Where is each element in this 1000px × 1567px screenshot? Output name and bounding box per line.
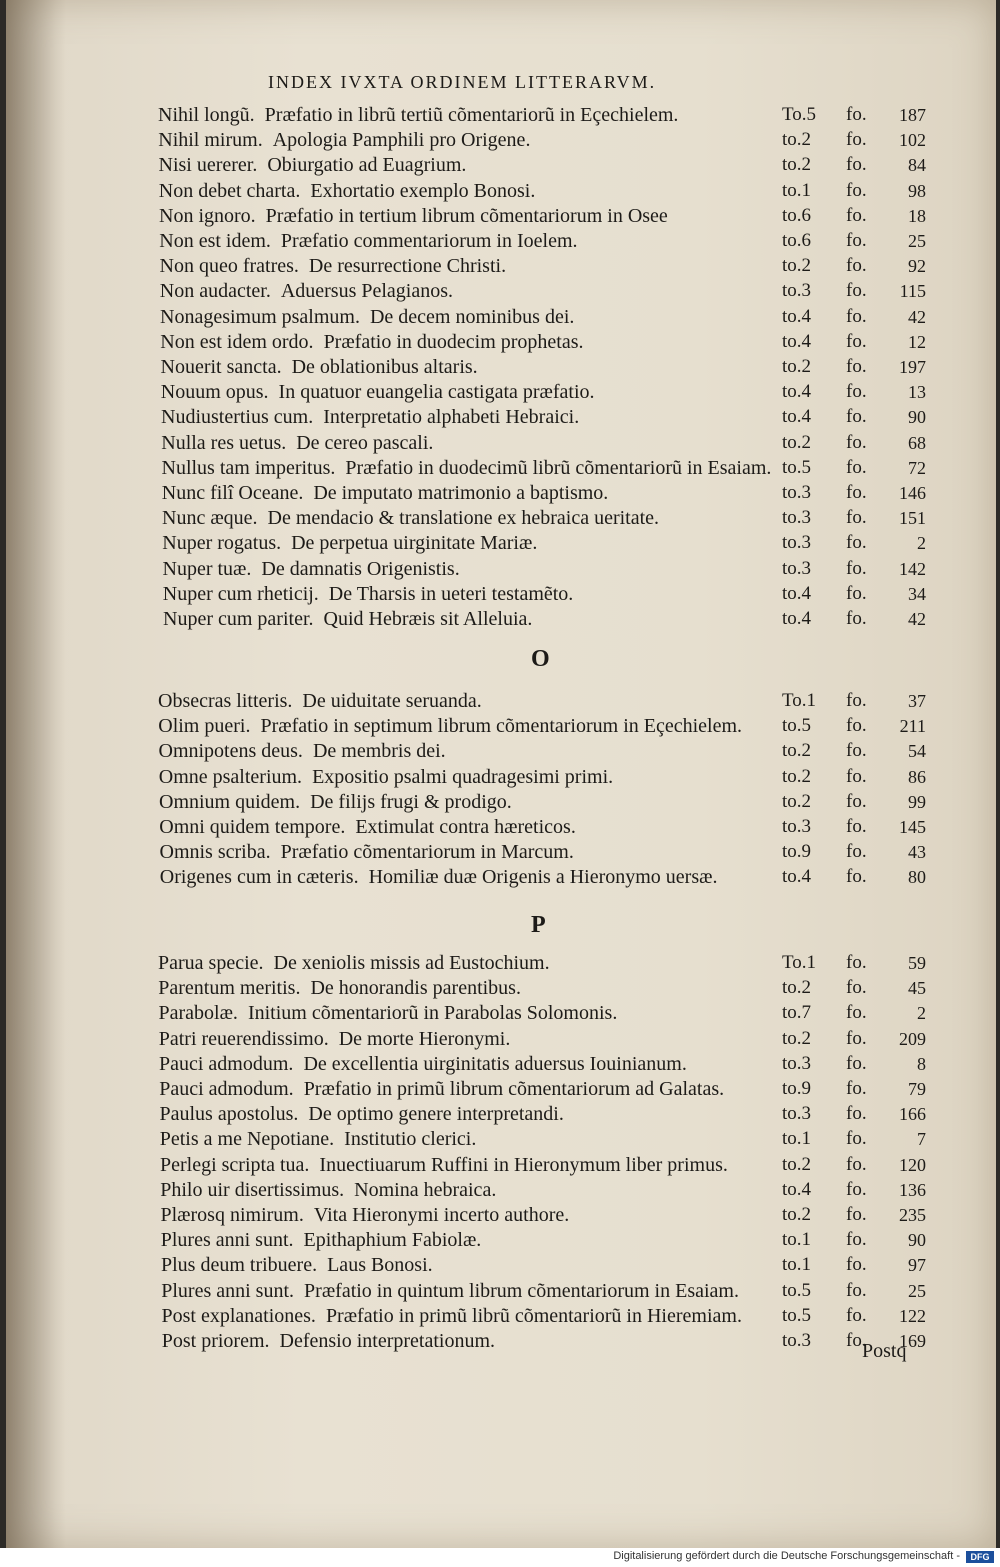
entry-folio-label: fo.: [846, 952, 867, 973]
entry-incipit: Philo uir disertissimus.: [160, 1178, 345, 1201]
entry-title: Expositio psalmi quadragesimi primi.: [312, 765, 614, 788]
entry-volume: to.4: [782, 866, 812, 888]
entry-incipit: Omni quidem tempore.: [159, 816, 346, 838]
entry-volume: to.5: [782, 456, 812, 478]
entry-title: Obiurgatio ad Euagrium.: [267, 154, 467, 177]
entry-folio-number: 8: [917, 1053, 926, 1074]
entry-incipit: Nouerit sancta.: [160, 356, 282, 378]
entry-folio-label: fo.: [846, 1304, 867, 1326]
entry-title: Inuectiuarum Ruffini in Hieronymum liber primus.: [319, 1153, 728, 1176]
index-entry: [6, 505, 996, 531]
entry-folio-label: fo.: [846, 532, 867, 554]
entry-title: De optimo genere interpretandi.: [308, 1103, 564, 1126]
entry-volume: to.5: [782, 715, 812, 737]
entry-folio-number: 115: [899, 281, 926, 302]
entry-title: Præfatio in duodecim prophetas.: [323, 330, 584, 353]
entry-incipit: Nihil longũ.: [158, 104, 255, 126]
entry-incipit: Nouum opus.: [160, 381, 269, 404]
entry-title: Præfatio in septimum librum cõmentariorum in Eçechielem.: [260, 715, 743, 738]
index-entry: [6, 1328, 996, 1354]
entry-folio-number: 2: [917, 533, 926, 554]
entry-folio-number: 92: [908, 256, 926, 277]
entry-folio-label: fo.: [846, 280, 867, 302]
entry-folio-label: fo.: [846, 557, 867, 579]
entry-folio-label: fo.: [846, 1330, 867, 1351]
index-entry: [6, 764, 996, 790]
index-entry: [6, 1177, 996, 1203]
entry-title: De honorandis parentibus.: [310, 977, 521, 1000]
entry-volume: to.2: [782, 977, 812, 999]
entry-folio-number: 90: [908, 407, 926, 428]
entry-volume: to.2: [782, 1027, 812, 1049]
entry-volume: to.4: [782, 582, 812, 604]
entry-volume: to.3: [782, 816, 812, 837]
entry-title: De cereo pascali.: [296, 431, 434, 454]
entry-incipit: Non audacter.: [159, 280, 271, 303]
entry-volume: To.1: [782, 690, 817, 711]
catchword: Postq: [862, 1340, 907, 1362]
entry-incipit: Post priorem.: [161, 1330, 270, 1352]
entry-title: Defensio interpretationum.: [279, 1330, 496, 1352]
index-entry: [6, 688, 996, 714]
book-page: [6, 0, 996, 1548]
entry-title: Apologia Pamphili pro Origene.: [272, 129, 531, 152]
entry-folio-number: 34: [908, 583, 926, 604]
entry-folio-number: 79: [908, 1079, 926, 1099]
entry-folio-label: fo.: [846, 608, 867, 629]
entry-incipit: Nunc filî Oceane.: [161, 482, 304, 504]
entry-volume: to.2: [782, 129, 812, 151]
entry-folio-number: 84: [908, 155, 926, 176]
entry-volume: to.2: [782, 765, 812, 787]
entry-incipit: Nulla res uetus.: [161, 431, 287, 454]
entry-title: Initium cõmentariorũ in Parabolas Solomonis.: [247, 1002, 618, 1025]
index-entry: [6, 839, 996, 865]
entry-volume: to.4: [782, 608, 812, 629]
entry-folio-label: fo.: [846, 1229, 867, 1251]
entry-folio-number: 211: [899, 716, 926, 737]
entry-volume: to.6: [782, 230, 812, 251]
entry-title: Præfatio in primũ librũ cõmentariorũ in Hieremiam.: [325, 1304, 742, 1327]
entry-folio-number: 72: [908, 457, 926, 478]
entry-title: De resurrectione Christi.: [308, 255, 507, 278]
entry-folio-label: fo.: [846, 1027, 867, 1049]
entry-folio-label: fo.: [846, 866, 867, 888]
entry-volume: To.5: [782, 104, 817, 125]
index-entry: [6, 228, 996, 254]
footer-credit: Digitalisierung gefördert durch die Deutsche Forschungsgemeinschaft -: [613, 1550, 960, 1562]
entry-folio-number: 97: [908, 1255, 926, 1276]
entry-title: De xeniolis missis ad Eustochium.: [273, 952, 550, 974]
index-entry: [6, 455, 996, 481]
entry-title: Præfatio in quintum librum cõmentariorum in Esaiam.: [304, 1279, 739, 1302]
entry-incipit: Nuper tuæ.: [162, 557, 252, 580]
entry-folio-number: 86: [908, 766, 926, 787]
entry-volume: to.4: [782, 381, 812, 403]
entry-title: De perpetua uirginitate Mariæ.: [291, 532, 538, 555]
entry-folio-number: 43: [908, 842, 926, 863]
digitization-footer: [0, 1548, 1000, 1567]
entry-incipit: Obsecras litteris.: [158, 690, 293, 712]
entry-incipit: Nuper rogatus.: [162, 532, 282, 555]
entry-title: De decem nominibus dei.: [369, 305, 575, 328]
entry-folio-number: 197: [899, 357, 926, 377]
entry-folio-number: 59: [908, 953, 926, 973]
index-entry: [6, 203, 996, 229]
index-entry: [6, 1227, 996, 1253]
entry-incipit: Non ignoro.: [159, 204, 256, 227]
index-entry: [6, 864, 996, 890]
entry-title: De mendacio & translatione ex hebraica ueritate.: [267, 507, 660, 530]
entry-title: De damnatis Origenistis.: [261, 557, 460, 580]
entry-volume: to.4: [782, 305, 812, 327]
entry-folio-number: 25: [908, 1280, 926, 1301]
entry-incipit: Non est idem.: [159, 230, 271, 252]
entry-title: De morte Hieronymi.: [338, 1027, 511, 1050]
entry-folio-label: fo.: [846, 305, 867, 327]
entry-folio-label: fo.: [846, 1204, 867, 1225]
index-entry: [6, 814, 996, 840]
index-entry: [6, 950, 996, 976]
entry-folio-number: 7: [917, 1129, 926, 1150]
entry-folio-number: 45: [908, 978, 926, 999]
entry-folio-number: 68: [908, 432, 926, 453]
entry-folio-number: 98: [908, 180, 926, 201]
entry-folio-number: 146: [899, 483, 926, 503]
entry-folio-number: 166: [899, 1104, 926, 1125]
entry-volume: to.3: [782, 557, 812, 579]
entry-volume: to.5: [782, 1304, 812, 1326]
entry-title: Exhortatio exemplo Bonosi.: [310, 179, 536, 202]
entry-volume: to.2: [782, 255, 812, 277]
entry-title: Præfatio in librũ tertiũ cõmentariorũ in Eçechielem.: [264, 104, 679, 126]
entry-volume: to.2: [782, 431, 812, 453]
entry-title: Præfatio cõmentariorum in Marcum.: [280, 841, 574, 864]
entry-incipit: Pauci admodum.: [159, 1078, 294, 1100]
entry-incipit: Nisi uererer.: [158, 154, 258, 177]
entry-volume: to.6: [782, 204, 812, 226]
entry-folio-label: fo.: [846, 104, 867, 125]
entry-folio-number: 142: [899, 558, 926, 579]
entry-volume: to.7: [782, 1002, 812, 1024]
entry-folio-label: fo.: [846, 765, 867, 787]
entry-incipit: Patri reuerendissimo.: [158, 1027, 329, 1050]
entry-incipit: Post explanationes.: [161, 1304, 316, 1327]
index-entry: [6, 430, 996, 456]
entry-folio-label: fo.: [846, 179, 867, 201]
entry-title: De oblationibus altaris.: [291, 356, 478, 378]
entry-title: Vita Hieronymi incerto authore.: [313, 1204, 570, 1226]
entry-title: Institutio clerici.: [344, 1128, 477, 1151]
index-entry: [6, 329, 996, 355]
index-entry: [6, 304, 996, 330]
entry-folio-number: 102: [899, 130, 926, 151]
index-entry: [6, 1303, 996, 1329]
entry-volume: to.5: [782, 1279, 812, 1301]
entry-title: Nomina hebraica.: [354, 1178, 497, 1201]
entry-folio-number: 169: [899, 1331, 926, 1351]
entry-folio-label: fo.: [846, 740, 867, 762]
entry-volume: to.9: [782, 1078, 812, 1099]
entry-folio-label: fo.: [846, 330, 867, 352]
entry-folio-number: 235: [899, 1205, 926, 1225]
entry-folio-number: 42: [908, 306, 926, 327]
entry-volume: to.3: [782, 482, 812, 503]
entry-volume: to.3: [782, 1330, 812, 1351]
entry-title: De filijs frugi & prodigo.: [310, 790, 512, 813]
entry-folio-number: 209: [899, 1028, 926, 1049]
entry-folio-label: fo.: [846, 456, 867, 478]
index-entry: [6, 379, 996, 405]
entry-folio-number: 12: [908, 331, 926, 352]
index-entry: [6, 127, 996, 153]
index-entry: [6, 530, 996, 556]
entry-folio-label: fo.: [846, 406, 867, 428]
entry-folio-number: 136: [899, 1179, 926, 1200]
entry-folio-label: fo.: [846, 1103, 867, 1125]
index-entry: [6, 278, 996, 304]
entry-title: De membris dei.: [312, 740, 446, 763]
entry-title: Epithaphium Fabiolæ.: [303, 1229, 482, 1252]
entry-volume: To.1: [782, 952, 817, 973]
index-entry: [6, 1000, 996, 1026]
entry-title: Aduersus Pelagianos.: [280, 280, 454, 303]
entry-volume: to.2: [782, 740, 812, 762]
index-entry: [6, 738, 996, 764]
entry-folio-label: fo.: [846, 690, 867, 711]
entry-folio-number: 120: [899, 1154, 926, 1175]
entry-volume: to.1: [782, 1254, 812, 1276]
entry-folio-label: fo.: [846, 816, 867, 837]
entry-folio-label: fo.: [846, 255, 867, 277]
index-entry: [6, 606, 996, 632]
entry-volume: to.2: [782, 154, 812, 176]
entry-folio-label: fo.: [846, 1153, 867, 1175]
entry-title: Homiliæ duæ Origenis a Hieronymo uersæ.: [368, 866, 718, 889]
index-entry: [6, 253, 996, 279]
entry-folio-number: 80: [908, 867, 926, 888]
entry-incipit: Nihil mirum.: [158, 129, 263, 152]
entry-title: De Tharsis in ueteri testamẽto.: [328, 582, 574, 605]
entry-volume: to.2: [782, 356, 812, 377]
entry-volume: to.2: [782, 1204, 812, 1225]
entry-folio-number: 145: [899, 817, 926, 837]
index-entry: [6, 354, 996, 380]
entry-incipit: Non debet charta.: [158, 179, 301, 202]
index-entry: [6, 1152, 996, 1178]
index-entry: [6, 404, 996, 430]
index-entry: [6, 1026, 996, 1052]
entry-folio-number: 54: [908, 741, 926, 762]
entry-volume: to.2: [782, 1153, 812, 1175]
entry-incipit: Non est idem ordo.: [160, 330, 314, 353]
entry-incipit: Nuper cum rheticĳ.: [162, 582, 319, 605]
entry-folio-number: 25: [908, 231, 926, 251]
index-entry: [6, 789, 996, 815]
index-entry: [6, 1126, 996, 1152]
entry-title: Præfatio in duodecimũ librũ cõmentariorũ in Esaiam.: [345, 456, 772, 479]
entry-volume: to.3: [782, 280, 812, 302]
entry-folio-label: fo.: [846, 1279, 867, 1301]
entry-incipit: Omnipotens deus.: [158, 740, 303, 763]
entry-folio-label: fo.: [846, 129, 867, 151]
entry-folio-label: fo.: [846, 582, 867, 604]
entry-volume: to.1: [782, 1229, 812, 1251]
index-entry: [6, 1101, 996, 1127]
index-entry: [6, 975, 996, 1001]
index-entry: [6, 178, 996, 204]
entry-folio-label: fo.: [846, 841, 867, 863]
entry-folio-number: 42: [908, 609, 926, 629]
entry-folio-label: fo.: [846, 381, 867, 403]
entry-incipit: Perlegi scripta tua.: [160, 1153, 310, 1176]
entry-volume: to.1: [782, 1128, 812, 1150]
entry-folio-number: 37: [908, 691, 926, 711]
entry-folio-number: 2: [917, 1003, 926, 1024]
index-entry: [6, 581, 996, 607]
entry-folio-label: fo.: [846, 1052, 867, 1074]
index-entry: [6, 1278, 996, 1304]
entry-volume: to.4: [782, 1178, 812, 1200]
entry-title: Extimulat contra hæreticos.: [355, 816, 576, 838]
entry-title: Præfatio commentariorum in Ioelem.: [280, 230, 578, 252]
entry-folio-label: fo.: [846, 507, 867, 529]
entry-title: Interpretatio alphabeti Hebraici.: [323, 406, 580, 429]
entry-folio-label: fo.: [846, 482, 867, 503]
index-entry: [6, 1202, 996, 1228]
index-entry: [6, 102, 996, 128]
section-letter: O: [531, 646, 550, 672]
entry-incipit: Plures anni sunt.: [160, 1229, 294, 1252]
entry-folio-number: 90: [908, 1230, 926, 1251]
entry-title: Quid Hebræis sit Alleluia.: [323, 608, 533, 630]
entry-incipit: Nullus tam imperitus.: [161, 456, 336, 479]
entry-volume: to.1: [782, 179, 812, 201]
entry-incipit: Origenes cum in cæteris.: [159, 866, 359, 889]
entry-incipit: Omnis scriba.: [159, 841, 271, 864]
entry-incipit: Omne psalterium.: [158, 765, 303, 788]
entry-folio-number: 13: [908, 382, 926, 403]
running-header: INDEX IVXTA ORDINEM LITTERARVM.: [268, 72, 657, 92]
entry-incipit: Pauci admodum.: [159, 1052, 294, 1075]
entry-folio-number: 18: [908, 205, 926, 226]
index-entry: [6, 1252, 996, 1278]
entry-incipit: Parentum meritis.: [158, 977, 301, 1000]
entry-incipit: Nudiustertius cum.: [161, 406, 314, 429]
entry-folio-label: fo.: [846, 1002, 867, 1024]
entry-title: Præfatio in primũ librum cõmentariorum ad Galatas.: [303, 1078, 725, 1100]
index-entry: [6, 152, 996, 178]
dfg-logo: DFG: [966, 1551, 994, 1563]
entry-volume: to.3: [782, 1052, 812, 1074]
entry-folio-label: fo.: [846, 230, 867, 251]
entry-volume: to.3: [782, 507, 812, 529]
entry-folio-label: fo.: [846, 790, 867, 812]
entry-volume: to.3: [782, 1103, 812, 1125]
entry-folio-label: fo.: [846, 1078, 867, 1099]
entry-folio-label: fo.: [846, 1254, 867, 1276]
entry-incipit: Paulus apostolus.: [159, 1103, 299, 1126]
index-entry: [6, 1076, 996, 1102]
entry-incipit: Plures anni sunt.: [161, 1279, 295, 1302]
index-entry: [6, 713, 996, 739]
entry-title: De excellentia uirginitatis aduersus Iouinianum.: [303, 1052, 687, 1075]
entry-incipit: Nuper cum pariter.: [163, 608, 314, 630]
entry-folio-label: fo.: [846, 1128, 867, 1150]
entry-incipit: Omnium quidem.: [159, 790, 301, 813]
entry-incipit: Nunc æque.: [162, 507, 258, 530]
entry-incipit: Parabolæ.: [158, 1002, 238, 1025]
entry-incipit: Non queo fratres.: [159, 255, 299, 278]
entry-incipit: Parua specie.: [158, 952, 264, 974]
entry-title: De imputato matrimonio a baptismo.: [313, 482, 609, 504]
index-entry: [6, 556, 996, 582]
entry-folio-label: fo.: [846, 715, 867, 737]
entry-title: In quatuor euangelia castigata præfatio.: [278, 381, 595, 404]
index-entry: [6, 480, 996, 506]
entry-incipit: Olim pueri.: [158, 715, 251, 738]
entry-incipit: Plus deum tribuere.: [161, 1254, 318, 1277]
section-letter: P: [531, 912, 546, 938]
entry-folio-label: fo.: [846, 154, 867, 176]
entry-title: De uiduitate seruanda.: [302, 690, 482, 712]
entry-title: Præfatio in tertium librum cõmentariorum in Osee: [265, 204, 668, 227]
entry-volume: to.2: [782, 790, 812, 812]
entry-incipit: Nonagesimum psalmum.: [160, 305, 360, 328]
entry-volume: to.4: [782, 330, 812, 352]
entry-folio-number: 151: [899, 508, 926, 529]
entry-incipit: Plærosq nimirum.: [160, 1204, 304, 1226]
entry-folio-label: fo.: [846, 204, 867, 226]
entry-folio-number: 122: [899, 1305, 926, 1326]
entry-title: Laus Bonosi.: [327, 1254, 433, 1277]
entry-folio-label: fo.: [846, 356, 867, 377]
entry-volume: to.4: [782, 406, 812, 428]
entry-folio-label: fo.: [846, 977, 867, 999]
entry-folio-number: 99: [908, 791, 926, 812]
entry-folio-number: 187: [899, 105, 926, 125]
entry-incipit: Petis a me Nepotiane.: [159, 1128, 335, 1151]
index-entry: [6, 1051, 996, 1077]
entry-volume: to.9: [782, 841, 812, 863]
entry-volume: to.3: [782, 532, 812, 554]
entry-folio-label: fo.: [846, 431, 867, 453]
entry-folio-label: fo.: [846, 1178, 867, 1200]
